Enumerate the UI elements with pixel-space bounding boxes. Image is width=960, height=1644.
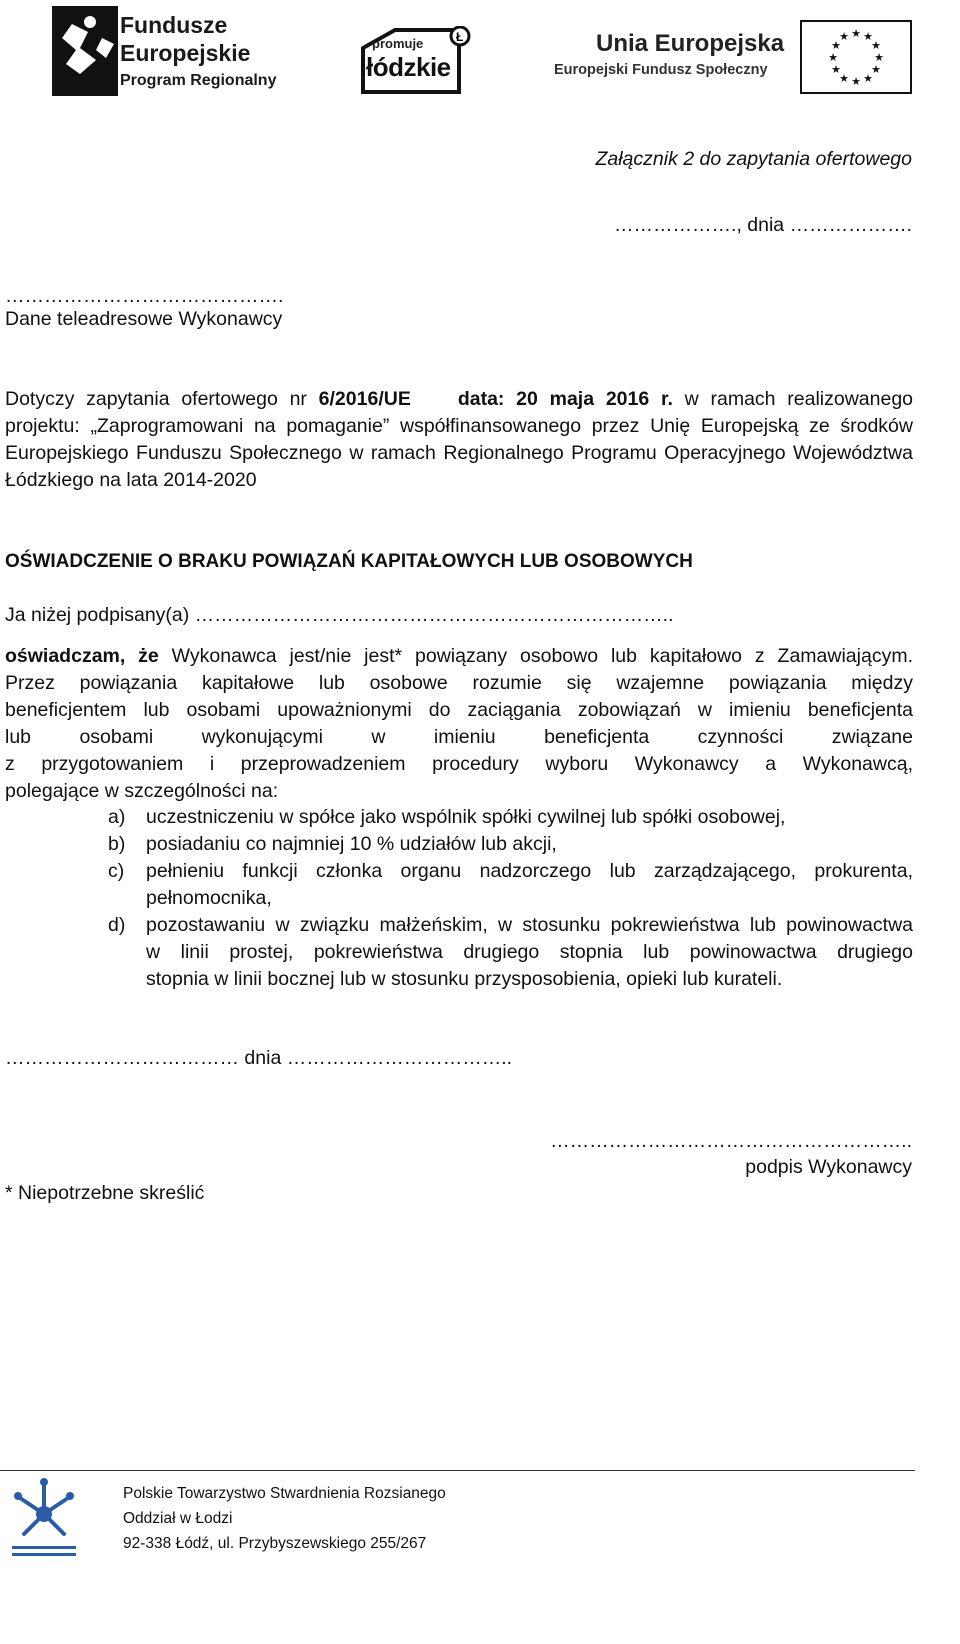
declaration-line	[5, 643, 913, 670]
footer-line-2: Oddział w Łodzi	[123, 1510, 233, 1527]
contractor-label: Dane teleadresowe Wykonawcy	[5, 308, 283, 330]
para-line-5: polegające w szczególności na:	[5, 780, 279, 802]
contractor-dots: …………………………………….	[5, 285, 284, 307]
undersigned-line: Ja niżej podpisany(a) ………………………………………………………………..	[5, 604, 674, 626]
para-line-2: beneficjentem lub osobami upoważnionymi do zaciągania zobowiązań w imieniu beneficjenta	[5, 699, 913, 721]
svg-text:★: ★	[871, 39, 881, 52]
footer-line-1: Polskie Towarzystwo Stwardnienia Rozsianego	[123, 1485, 446, 1502]
svg-text:★: ★	[828, 51, 838, 64]
intro-line-1	[5, 386, 913, 413]
list-item-text: pełnomocnika,	[146, 887, 272, 909]
para-line-3: lub osobami wykonującymi w imieniu beneficjenta czynności związane	[5, 726, 913, 748]
intro-line-4: Łódzkiego na lata 2014-2020	[5, 469, 257, 491]
logo-fe-line3: Program Regionalny	[120, 72, 277, 89]
tender-number: 6/2016/UE data: 20 maja 2016 r.	[318, 388, 673, 410]
intro-line1-a: Dotyczy zapytania ofertowego nr	[5, 388, 319, 410]
signature-label: podpis Wykonawcy	[745, 1156, 912, 1178]
svg-text:★: ★	[839, 72, 849, 85]
logo-fe-line2: Europejskie	[120, 40, 251, 66]
footer-divider	[0, 1470, 915, 1471]
svg-text:★: ★	[831, 63, 841, 76]
para-line-4: z przygotowaniem i przeprowadzeniem procedury wyboru Wykonawcy a Wykonawcą,	[5, 753, 913, 775]
conditions-list	[108, 804, 913, 993]
eu-flag-icon	[800, 20, 912, 94]
list-item	[108, 912, 913, 993]
intro-paragraph	[5, 386, 913, 494]
list-item-label: b)	[108, 833, 126, 855]
intro-line1-c: w ramach realizowanego	[672, 388, 914, 410]
logo-lodzkie-line2: łódzkie	[366, 52, 451, 82]
list-item-label: a)	[108, 806, 126, 828]
list-item	[108, 804, 913, 831]
list-item-text: stopnia w linii bocznej lub w stosunku przysposobienia, opieki lub kurateli.	[146, 968, 783, 990]
footnote: * Niepotrzebne skreślić	[5, 1182, 205, 1204]
list-item-label: c)	[108, 860, 125, 882]
list-item-text: posiadaniu co najmniej 10 % udziałów lub akcji,	[146, 833, 557, 855]
place-date-line: ……………………………… dnia ……………………………..	[5, 1047, 513, 1069]
svg-text:★: ★	[871, 63, 881, 76]
svg-text:★: ★	[874, 51, 884, 64]
svg-text:★: ★	[863, 30, 873, 43]
list-item-text: pełnieniu funkcji członka organu nadzorczego lub zarządzającego, prokurenta,	[146, 860, 913, 882]
fundusze-europejskie-emblem-icon	[50, 4, 120, 100]
logo-ue-line2: Europejski Fundusz Społeczny	[554, 62, 768, 78]
svg-text:★: ★	[863, 72, 873, 85]
svg-text:★: ★	[831, 39, 841, 52]
svg-text:Ł: Ł	[456, 30, 464, 44]
svg-text:★: ★	[839, 30, 849, 43]
list-item-text: uczestniczeniu w spółce jako wspólnik spółki cywilnej lub spółki osobowej,	[146, 806, 786, 828]
logo-ue-line1: Unia Europejska	[596, 30, 785, 57]
declaration-paragraph	[5, 643, 913, 805]
signature-dots: ………………………………………………..	[550, 1130, 912, 1152]
footer-line-3: 92-338 Łódź, ul. Przybyszewskiego 255/267	[123, 1535, 427, 1552]
para-line-1: Przez powiązania kapitałowe lub osobowe rozumie się wzajemne powiązania między	[5, 672, 913, 694]
declare-rest: Wykonawca jest/nie jest* powiązany osobowo lub kapitałowo z Zamawiającym.	[158, 645, 913, 667]
attachment-label: Załącznik 2 do zapytania ofertowego	[595, 148, 912, 170]
svg-text:★: ★	[851, 27, 861, 40]
list-item-text: w linii prostej, pokrewieństwa drugiego stopnia lub powinowactwa drugiego	[146, 941, 913, 963]
statement-title: OŚWIADCZENIE O BRAKU POWIĄZAŃ KAPITAŁOWYCH LUB OSOBOWYCH	[5, 551, 693, 572]
list-item-text: pozostawaniu w związku małżeńskim, w stosunku pokrewieństwa lub powinowactwa	[146, 914, 913, 936]
intro-line-2: projektu: „Zaprogramowani na pomaganie” współfinansowanego przez Unię Europejską ze środków	[5, 415, 913, 437]
logo-fe-line1: Fundusze	[120, 12, 228, 38]
list-item-label: d)	[108, 914, 126, 936]
intro-line-3: Europejskiego Funduszu Społecznego w ramach Regionalnego Programu Operacyjnego Województwa	[5, 442, 913, 464]
declare-bold: oświadczam, że	[5, 645, 159, 667]
svg-text:★: ★	[851, 75, 861, 88]
list-item	[108, 831, 913, 858]
date-line: ………………., dnia ……………….	[614, 214, 912, 236]
logo-lodzkie-line1: promuje	[372, 36, 424, 51]
list-item	[108, 858, 913, 912]
ptsr-logo-icon	[6, 1474, 82, 1564]
